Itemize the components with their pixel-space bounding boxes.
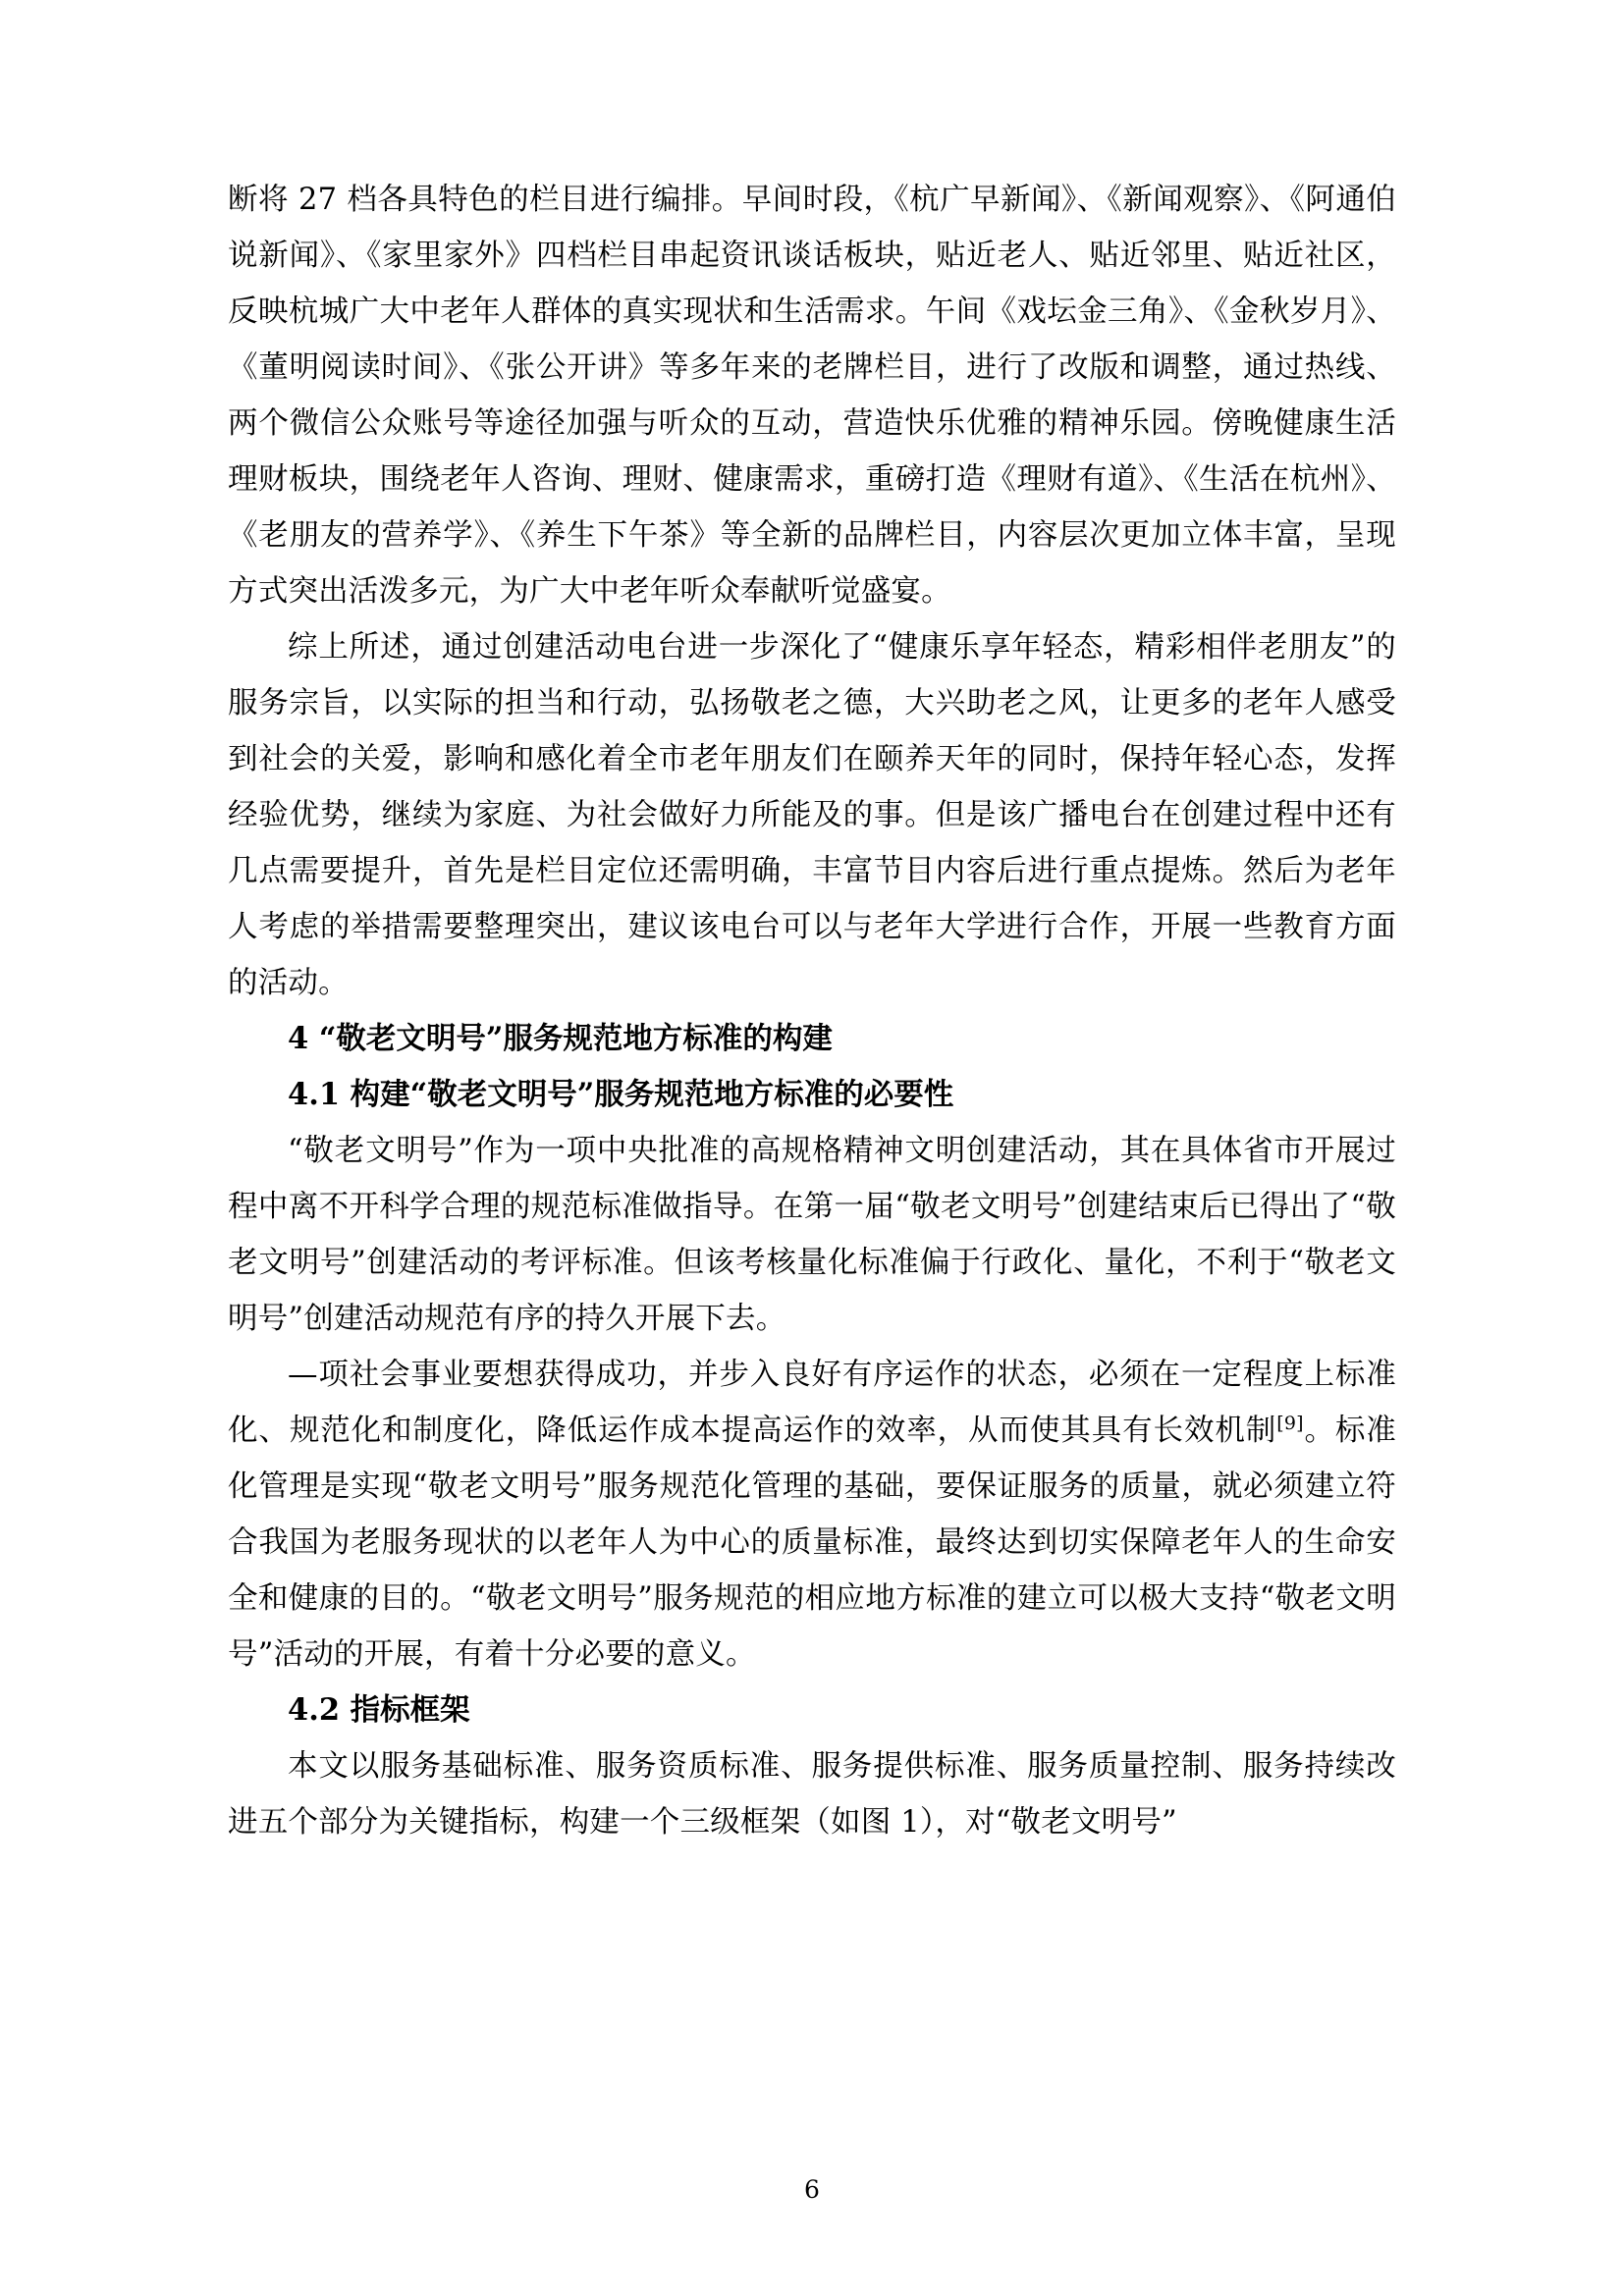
paragraph-4-1-2: [228, 1347, 1396, 1682]
paragraph-4-1-1: “敬老文明号”作为一项中央批准的高规格精神文明创建活动，其在具体省市开展过程中离不开科学合理的规范标准做指导。在第一届“敬老文明号”创建结束后已得出了“敬老文明号”创建活动的考评标准。但该考核量化标准偏于行政化、量化，不利于“敬老文明号”创建活动规范有序的持久开展下去。: [228, 1134, 1396, 1336]
paragraph-text-after-reference: 。标准化管理是实现“敬老文明号”服务规范化管理的基础，要保证服务的质量，就必须建立符合我国为老服务现状的以老年人为中心的质量标准，最终达到切实保障老年人的生命安全和健康的目的。“敬老文明号”服务规范的相应地方标准的建立可以极大支持“敬老文明号”活动的开展，有着十分必要的意义。: [228, 1414, 1396, 1672]
citation-reference: [9]: [1276, 1412, 1304, 1434]
section-heading-4-1: 4.1 构建“敬老文明号”服务规范地方标准的必要性: [288, 1077, 954, 1112]
paragraph-text-before-reference: —项社会事业要想获得成功，并步入良好有序运作的状态，必须在一定程度上标准化、规范化和制度化，降低运作成本提高运作的效率，从而使其具有长效机制: [228, 1358, 1396, 1448]
paragraph-summary: 综上所述，通过创建活动电台进一步深化了“健康乐享年轻态，精彩相伴老朋友”的服务宗旨，以实际的担当和行动，弘扬敬老之德，大兴助老之风，让更多的老年人感受到社会的关爱，影响和感化着全市老年朋友们在颐养天年的同时，保持年轻心态，发挥经验优势，继续为家庭、为社会做好力所能及的事。但是该广播电台在创建过程中还有几点需要提升，首先是栏目定位还需明确，丰富节目内容后进行重点提炼。然后为老年人考虑的举措需要整理突出，建议该电台可以与老年大学进行合作，开展一些教育方面的活动。: [228, 630, 1396, 1000]
section-heading-4: 4 “敬老文明号”服务规范地方标准的构建: [288, 1021, 833, 1056]
paragraph-4-2-1: 本文以服务基础标准、服务资质标准、服务提供标准、服务质量控制、服务持续改进五个部分为关键指标，构建一个三级框架（如图 1），对“敬老文明号”: [228, 1749, 1396, 1840]
section-heading-4-2: 4.2 指标框架: [288, 1692, 470, 1728]
page-number: 6: [804, 2175, 820, 2204]
paragraph-continued: 断将 27 档各具特色的栏目进行编排。早间时段，《杭广早新闻》、《新闻观察》、《阿通伯说新闻》、《家里家外》四档栏目串起资讯谈话板块，贴近老人、贴近邻里、贴近社区，反映杭城广大中老年人群体的真实现状和生活需求。午间《戏坛金三角》、《金秋岁月》、《董明阅读时间》、《张公开讲》等多年来的老牌栏目，进行了改版和调整，通过热线、两个微信公众账号等途径加强与听众的互动，营造快乐优雅的精神乐园。傍晚健康生活理财板块，围绕老年人咨询、理财、健康需求，重磅打造《理财有道》、《生活在杭州》、《老朋友的营养学》、《养生下午茶》等全新的品牌栏目，内容层次更加立体丰富，呈现方式突出活泼多元，为广大中老年听众奉献听觉盛宴。: [228, 183, 1396, 609]
